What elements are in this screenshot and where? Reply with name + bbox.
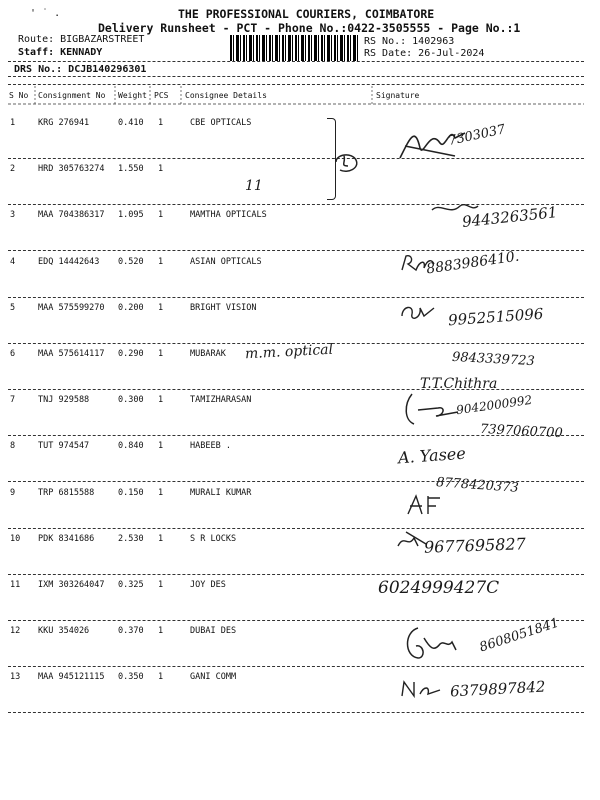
handwritten-phone-row-10: 9677695827 [423, 534, 527, 557]
row-weight: 0.150 [118, 487, 144, 498]
row-weight: 0.410 [118, 118, 144, 128]
row-consignee: MUBARAK [190, 349, 226, 359]
row-pcs: 1 [158, 626, 164, 637]
handwritten-phone-row-12: 8608051841 [477, 615, 562, 656]
row-weight: 1.550 [118, 164, 144, 175]
handwritten-phone-row-4: 8883986410. [425, 248, 521, 278]
row-consignment-no: MAA 575614117 [38, 349, 105, 359]
row-sno: 1 [10, 118, 16, 128]
handwritten-phone-row-8: 7397060700 [479, 421, 564, 442]
row-weight: 0.350 [118, 672, 144, 683]
handwritten-phone-row-13: 6379897842 [449, 677, 546, 701]
signature-row-12 [400, 622, 460, 668]
row-separator [8, 620, 584, 621]
row-consignee: ASIAN OPTICALS [190, 256, 262, 267]
row-pcs: 1 [158, 672, 164, 683]
row-sno: 12 [10, 626, 21, 637]
row-weight: 0.300 [118, 395, 144, 406]
handwritten-phone-row-5: 9952515096 [447, 304, 544, 330]
row-sno: 13 [10, 672, 21, 683]
row-consignment-no: PDK 8341686 [38, 533, 95, 544]
handwritten-name-row-7: T.T.Chithra [420, 376, 498, 392]
row-pcs: 1 [158, 395, 164, 406]
row-separator [8, 204, 584, 205]
row-consignment-no: MAA 945121115 [38, 672, 105, 683]
row-pcs: 1 [158, 441, 164, 452]
row-pcs: 1 [158, 256, 164, 267]
row-sno: 8 [10, 441, 16, 452]
row-consignee: MURALI KUMAR [190, 487, 252, 498]
row-separator [8, 574, 584, 575]
row-consignment-no: TNJ 929588 [38, 395, 90, 406]
runsheet-subtitle: Delivery Runsheet - PCT - Phone No.:0422-3505555 - Page No.:1 [98, 21, 521, 35]
handwritten-name-row-8: A. Yasee [397, 443, 467, 468]
row-consignment-no: MAA 704386317 [38, 210, 105, 221]
rs-number: RS No.: 1402963 [364, 36, 455, 47]
row-consignee: CBE OPTICALS [190, 118, 252, 128]
row-consignment-no: IXM 303264047 [38, 580, 105, 590]
signature-row-9 [404, 492, 450, 518]
handwritten-phone-row-1: 7303037 [447, 122, 507, 149]
row-consignee: S R LOCKS [190, 533, 237, 544]
row-consignment-no: TRP 6815588 [38, 487, 95, 498]
row-sno: 3 [10, 210, 16, 221]
row-weight: 0.520 [118, 256, 144, 267]
company-title: THE PROFESSIONAL COURIERS, COIMBATORE [178, 7, 435, 21]
handwritten-mark: 11 [245, 178, 263, 194]
row-sno: 2 [10, 164, 16, 175]
col-consignee: Consignee Details [185, 91, 267, 100]
col-consignment: Consignment No [38, 91, 106, 100]
row-pcs: 1 [158, 533, 164, 544]
row-consignment-no: KRG 276941 [38, 118, 90, 128]
row-separator [8, 389, 584, 390]
col-signature: Signature [376, 91, 420, 100]
rs-date: RS Date: 26-Jul-2024 [364, 48, 485, 59]
row-weight: 1.095 [118, 210, 144, 221]
row-separator [8, 528, 584, 529]
row-consignee: DUBAI DES [190, 626, 237, 637]
row-pcs: 1 [158, 580, 164, 590]
row-weight: 0.840 [118, 441, 144, 452]
handwritten-phone-row-6: 9843339723 [451, 349, 536, 370]
row-pcs: 1 [158, 118, 164, 128]
route-label: Route: BIGBAZARSTREET [18, 34, 145, 45]
row-weight: 0.370 [118, 626, 144, 637]
row-pcs: 1 [158, 302, 164, 313]
signature-row-13 [400, 676, 446, 700]
row-consignee: JOY DES [190, 580, 226, 590]
row-separator [8, 666, 584, 667]
row-separator [8, 297, 584, 298]
row-sno: 11 [10, 580, 21, 590]
row-consignment-no: KKU 354026 [38, 626, 90, 637]
row-weight: 2.530 [118, 533, 144, 544]
row-consignee: MAMTHA OPTICALS [190, 210, 267, 221]
col-weight: Weight [118, 91, 147, 100]
handwritten-note-row-6: m.m. optical [244, 341, 334, 363]
staff-label: Staff: KENNADY [18, 47, 103, 58]
row-pcs: 1 [158, 210, 164, 221]
row-weight: 0.325 [118, 580, 144, 590]
signature-row-5 [398, 298, 438, 324]
handwritten-phone-row-11: 6024999427C [378, 578, 500, 598]
row-consignment-no: HRD 305763274 [38, 164, 105, 175]
row-pcs: 1 [158, 487, 164, 498]
row-weight: 0.290 [118, 349, 144, 359]
row-sno: 9 [10, 487, 16, 498]
row-separator [8, 712, 584, 713]
col-pcs: PCS [154, 91, 169, 100]
drs-number: DRS No.: DCJB140296301 [14, 64, 147, 75]
col-sno: S No [9, 91, 29, 100]
row-consignment-no: MAA 575599270 [38, 302, 105, 313]
row-consignment-no: EDQ 14442643 [38, 256, 100, 267]
row-separator [8, 158, 584, 159]
corner-marks: ' ˙ . [30, 8, 61, 19]
row-consignee: HABEEB . [190, 441, 231, 452]
row-pcs: 1 [158, 164, 164, 175]
row-sno: 5 [10, 302, 16, 313]
row-sno: 4 [10, 256, 16, 267]
row-sno: 7 [10, 395, 16, 406]
row-consignee: TAMIZHARASAN [190, 395, 252, 406]
row-consignee: BRIGHT VISION [190, 302, 257, 313]
row-consignment-no: TUT 974547 [38, 441, 90, 452]
row-sno: 6 [10, 349, 16, 359]
row-pcs: 1 [158, 349, 164, 359]
handwritten-phone-row-9: 8778420373 [435, 475, 520, 496]
handwritten-phone-row-7: 9042000992 [455, 392, 533, 418]
row-sno: 10 [10, 533, 21, 544]
row-consignee: GANI COMM [190, 672, 237, 683]
scribble-mark [330, 148, 366, 178]
row-weight: 0.200 [118, 302, 144, 313]
handwritten-phone-row-3: 9443263561 [461, 203, 559, 231]
